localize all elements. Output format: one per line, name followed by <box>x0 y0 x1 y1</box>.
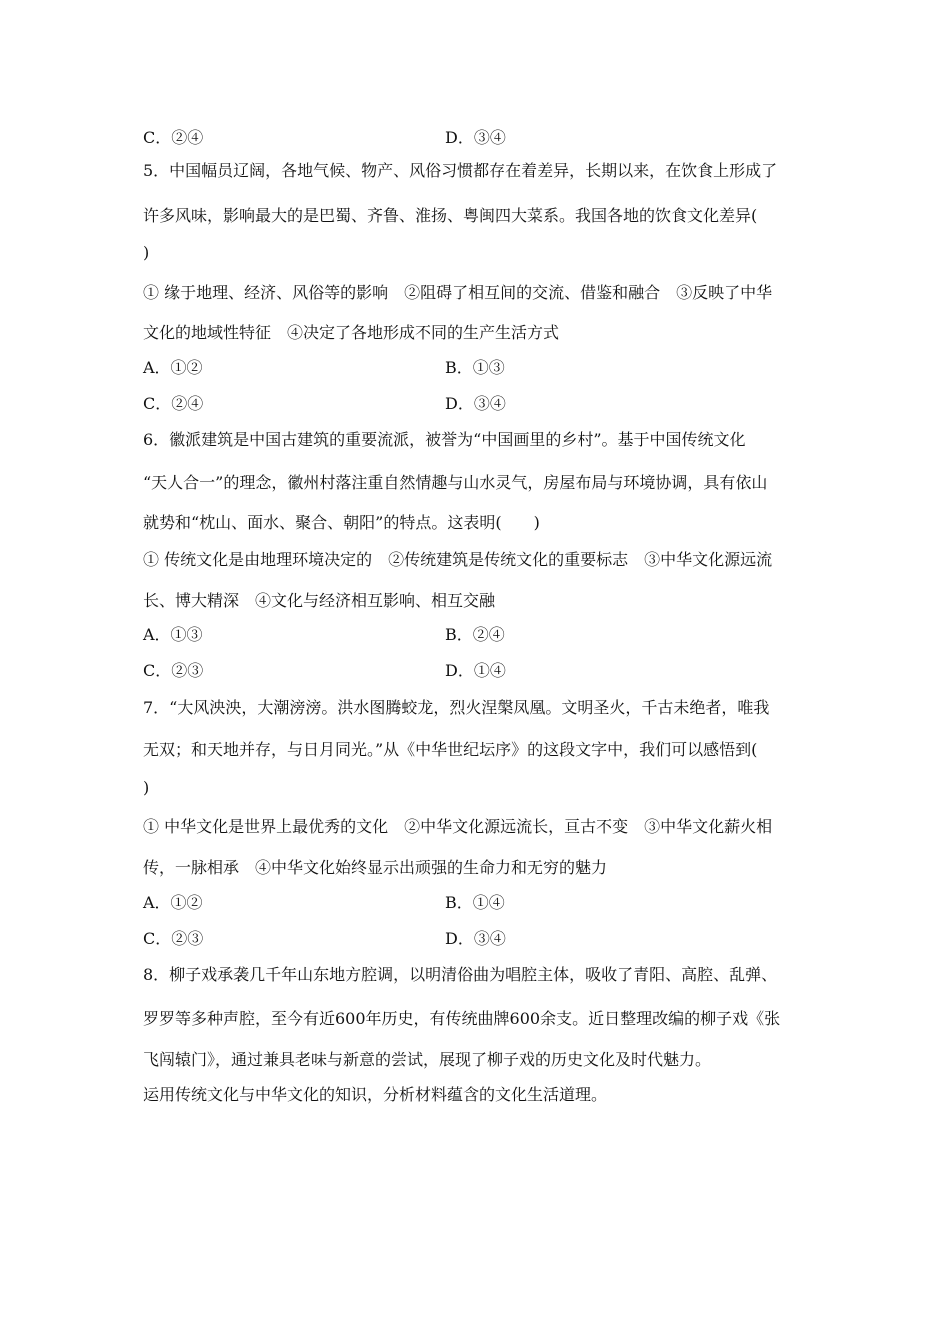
question-5-statement-line-2: 文化的地域性特征 ④决定了各地形成不同的生产生活方式 <box>143 323 560 342</box>
question-7-option-a: A．①② <box>143 893 203 912</box>
question-8-prompt: 运用传统文化与中华文化的知识，分析材料蕴含的文化生活道理。 <box>143 1085 608 1104</box>
question-7-text-line-1: 7．“大风泱泱，大潮滂滂。洪水图腾蛟龙，烈火涅槃凤凰。文明圣火，千古未绝者，唯我 <box>143 698 770 717</box>
question-7-option-d: D．③④ <box>445 929 506 948</box>
question-7-option-c: C．②③ <box>143 929 204 948</box>
question-7-text-line-3: ) <box>143 778 150 797</box>
question-6-text-line-3: 就势和“枕山、面水、聚合、朝阳”的特点。这表明( ) <box>143 513 540 532</box>
question-6-option-b: B．②④ <box>445 625 505 644</box>
question-7-statement-line-2: 传，一脉相承 ④中华文化始终显示出顽强的生命力和无穷的魅力 <box>143 858 608 877</box>
question-6-option-d: D．①④ <box>445 661 506 680</box>
question-8-text-line-2: 罗罗等多种声腔，至今有近600年历史，有传统曲牌600余支。近日整理改编的柳子戏《张 <box>143 1009 781 1028</box>
question-5-option-c: C．②④ <box>143 394 204 413</box>
question-7-text-line-2: 无双；和天地并存，与日月同光。”从《中华世纪坛序》的这段文字中，我们可以感悟到( <box>143 740 758 759</box>
question-6-option-a: A．①③ <box>143 625 203 644</box>
question-5-text-line-1: 5．中国幅员辽阔，各地气候、物产、风俗习惯都存在着差异，长期以来，在饮食上形成了 <box>143 161 778 180</box>
question-5-text-line-2: 许多风味，影响最大的是巴蜀、齐鲁、淮扬、粤闽四大菜系。我国各地的饮食文化差异( <box>143 206 758 225</box>
question-6-statement-line-1: ① 传统文化是由地理环境决定的 ②传统建筑是传统文化的重要标志 ③中华文化源远流 <box>143 550 773 569</box>
question-7-option-b: B．①④ <box>445 893 505 912</box>
question-6-text-line-1: 6．徽派建筑是中国古建筑的重要流派，被誉为“中国画里的乡村”。基于中国传统文化 <box>143 430 746 449</box>
question-7-statement-line-1: ① 中华文化是世界上最优秀的文化 ②中华文化源远流长，亘古不变 ③中华文化薪火相 <box>143 817 773 836</box>
option-c: C．②④ <box>143 128 204 147</box>
question-5-statement-line-1: ① 缘于地理、经济、风俗等的影响 ②阻碍了相互间的交流、借鉴和融合 ③反映了中华 <box>143 283 773 302</box>
question-5-option-a: A．①② <box>143 358 203 377</box>
question-8-text-line-3: 飞闯辕门》，通过兼具老味与新意的尝试，展现了柳子戏的历史文化及时代魅力。 <box>143 1050 712 1069</box>
option-d: D．③④ <box>445 128 506 147</box>
question-5-option-d: D．③④ <box>445 394 506 413</box>
question-8-text-line-1: 8．柳子戏承袭几千年山东地方腔调，以明清俗曲为唱腔主体，吸收了青阳、高腔、乱弹、 <box>143 965 778 984</box>
question-5-option-b: B．①③ <box>445 358 505 377</box>
question-5-text-line-3: ) <box>143 243 150 262</box>
question-6-option-c: C．②③ <box>143 661 204 680</box>
question-6-statement-line-2: 长、博大精深 ④文化与经济相互影响、相互交融 <box>143 591 496 610</box>
question-6-text-line-2: “天人合一”的理念，徽州村落注重自然情趣与山水灵气，房屋布局与环境协调，具有依山 <box>143 473 768 492</box>
